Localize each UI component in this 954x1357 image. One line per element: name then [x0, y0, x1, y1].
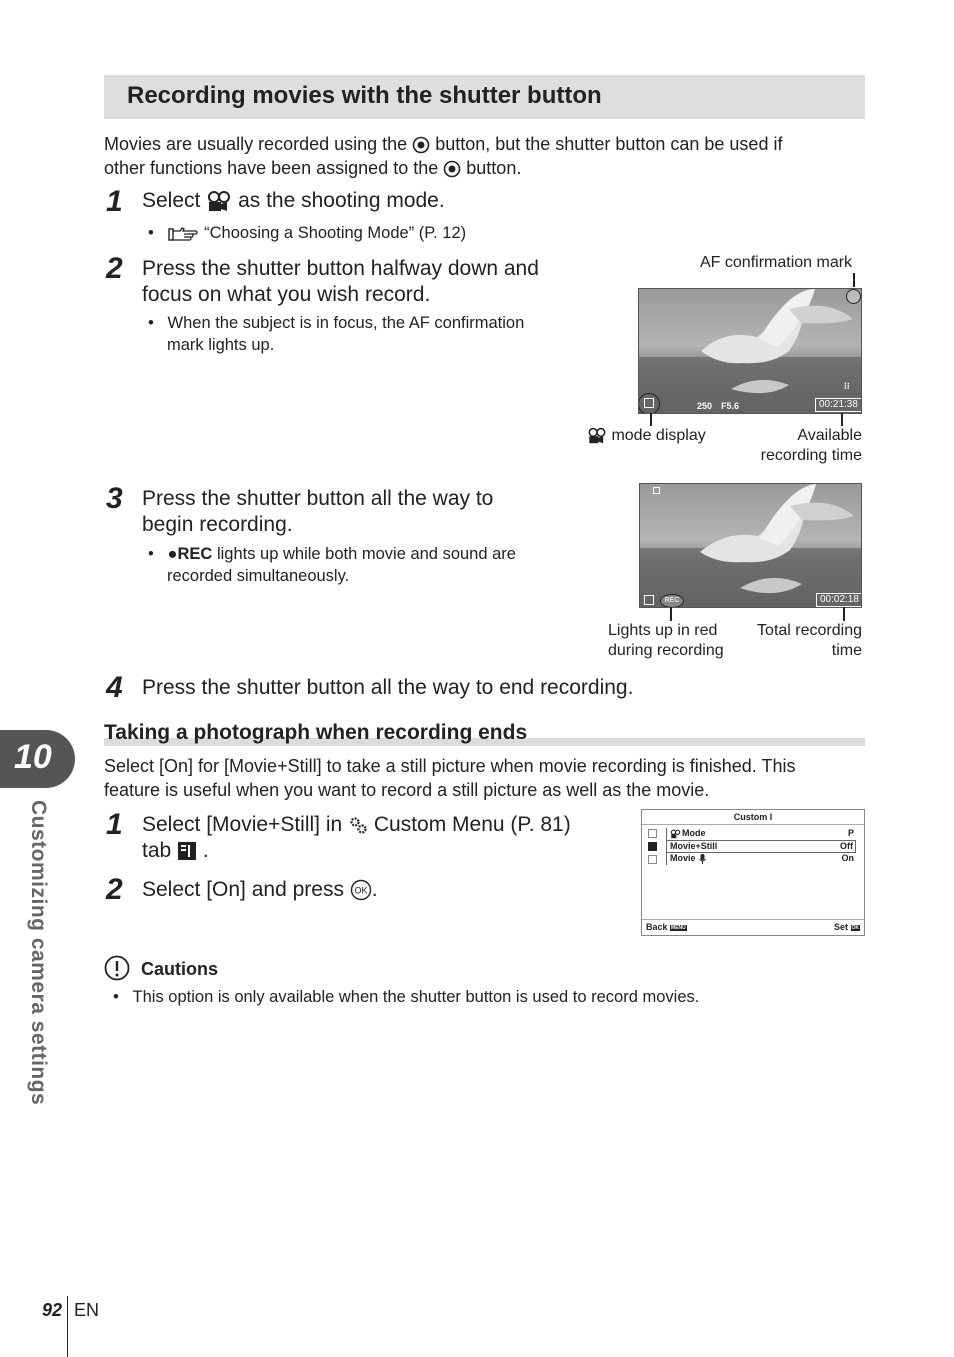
- intro-paragraph: [104, 132, 864, 180]
- ok-button-icon: [350, 879, 372, 901]
- menu-tab-icon: [648, 855, 657, 864]
- shutter-speed-readout: 250: [697, 401, 713, 411]
- seagull-image: [640, 484, 862, 608]
- step-3-text: Press the shutter button all the way to begin recording.: [142, 487, 494, 536]
- movie-button-icon: [443, 160, 461, 178]
- caution-icon: [104, 955, 130, 981]
- aperture-readout: F5.6: [721, 401, 740, 411]
- custom-menu-gear-icon: [348, 815, 368, 835]
- step-4-number: 4: [106, 671, 123, 704]
- step-3-number: 3: [106, 482, 123, 515]
- sub-step-1-text: Select [Movie+Still] in Custom Menu (P. 81) tab .: [142, 813, 571, 862]
- step-4-text: Press the shutter button all the way to end recording.: [142, 676, 634, 699]
- movie-mode-indicator-icon: [644, 595, 654, 605]
- available-recording-time-caption: Available recording time: [760, 427, 862, 464]
- step-1-text: Select as the shooting mode.: [142, 189, 445, 212]
- menu-back-hint[interactable]: Back MENU: [646, 922, 686, 932]
- custom-menu-tab-icon: [177, 841, 197, 861]
- menu-footer-divider: [642, 919, 864, 920]
- step-2-bullet: • When the subject is in focus, the AF confirmation mark lights up.: [148, 314, 525, 354]
- total-recording-time: 00:02:18: [816, 593, 862, 607]
- section-title: Recording movies with the shutter button: [127, 82, 602, 109]
- total-recording-time-caption: Total recording time: [757, 622, 862, 659]
- sub-step-1-number: 1: [106, 808, 123, 841]
- rec-indicator-label: ●REC: [167, 545, 213, 563]
- rec-badge: REC: [660, 594, 684, 608]
- language-code: EN: [74, 1300, 100, 1320]
- live-view-screen-1: [638, 288, 862, 414]
- step-2-text: Press the shutter button halfway down and focus on what you wish record.: [142, 257, 539, 306]
- mode-display-caption: mode display: [587, 426, 706, 446]
- svg-text:OK: OK: [354, 885, 368, 896]
- mode-leader-line: [650, 413, 652, 426]
- live-view-screen-2: [639, 483, 862, 608]
- af-leader-line: [853, 273, 855, 287]
- seagull-image: [639, 289, 862, 414]
- step-3-bullet: • ●REC lights up while both movie and sound are recorded simultaneously.: [148, 545, 516, 585]
- subsection-intro: Select [On] for [Movie+Still] to take a still picture when movie recording is finished. This feature is useful when you want to record a still picture as well as the movie.: [104, 756, 796, 800]
- af-confirmation-caption: AF confirmation mark: [700, 254, 853, 271]
- subsection-title: Taking a photograph when recording ends: [104, 721, 528, 744]
- movie-mode-icon: [587, 427, 607, 444]
- menu-row-movie[interactable]: Movie On: [666, 853, 856, 865]
- step-1-number: 1: [106, 185, 123, 218]
- chapter-label: Customizing camera settings: [27, 800, 50, 1106]
- menu-row-mode[interactable]: Mode P: [666, 828, 856, 840]
- time-leader-line: [841, 413, 843, 426]
- rec-caption: Lights up in red during recording: [608, 622, 724, 659]
- menu-title: Custom I: [733, 812, 773, 822]
- menu-key-icon: MENU: [671, 924, 686, 931]
- movie-mode-indicator-icon: [644, 398, 654, 408]
- menu-tab-icon: [648, 829, 657, 838]
- image-quality-icon: ⁝⁝: [844, 381, 850, 391]
- microphone-icon: [699, 854, 706, 864]
- menu-set-hint[interactable]: Set OK: [833, 922, 859, 932]
- cautions-title: Cautions: [141, 959, 219, 979]
- custom-menu-screen: [641, 809, 865, 936]
- footer-divider: [67, 1296, 68, 1357]
- sub-step-2-number: 2: [106, 873, 123, 906]
- af-confirmation-mark: [846, 289, 861, 304]
- reference-hand-icon: [168, 226, 200, 242]
- intro-line-2: other functions have been assigned to the button.: [104, 158, 522, 178]
- movie-mode-icon: [206, 190, 232, 212]
- movie-button-icon: [412, 136, 430, 154]
- page-number: 92: [42, 1300, 63, 1320]
- menu-row-movie-still[interactable]: Movie+Still Off: [666, 840, 856, 853]
- sub-step-2-text: Select [On] and press OK .: [142, 878, 378, 901]
- total-time-leader-line: [843, 607, 845, 621]
- intro-line-1: Movies are usually recorded using the button, but the shutter button can be used if: [104, 134, 783, 154]
- step-1-bullet: • “Choosing a Shooting Mode” (P. 12): [148, 224, 467, 242]
- rec-leader-line: [670, 607, 672, 621]
- chapter-number: 10: [14, 738, 52, 776]
- available-recording-time: 00:21:38: [815, 398, 862, 412]
- menu-title-divider: [642, 824, 864, 825]
- movie-mode-icon: [670, 829, 681, 839]
- cautions-bullet: • This option is only available when the shutter button is used to record movies.: [113, 988, 700, 1006]
- menu-tab-icon-selected: [648, 842, 657, 851]
- mode-indicator-icon: [653, 487, 660, 494]
- step-2-number: 2: [106, 252, 123, 285]
- ok-key-icon: OK: [851, 924, 859, 931]
